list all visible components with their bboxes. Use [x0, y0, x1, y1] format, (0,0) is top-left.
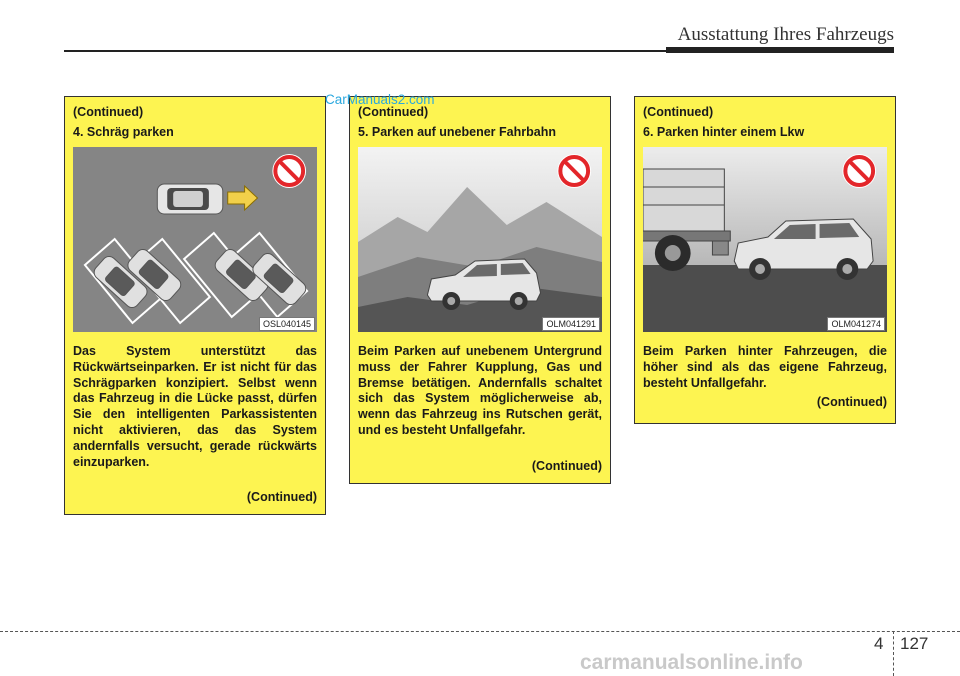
panel-heading: 6. Parken hinter einem Lkw — [643, 125, 805, 139]
panel-body: Beim Parken hinter Fahrzeugen, die höher sind als das eigene Fahrzeug, besteht Unfallgefahr. — [643, 344, 887, 390]
header-rule-accent — [666, 47, 894, 53]
panel-heading: 5. Parken auf unebener Fahrbahn — [358, 125, 556, 139]
continued-label: (Continued) — [73, 105, 144, 119]
chapter-number: 4 — [874, 634, 884, 653]
footer-watermark[interactable]: carmanualsonline.info — [580, 651, 803, 674]
illustration-behind-truck — [643, 147, 887, 332]
continued-end-label: (Continued) — [816, 395, 887, 409]
illustration-uneven-surface — [358, 147, 602, 332]
continued-label: (Continued) — [358, 105, 429, 119]
uneven-surface-figure — [358, 147, 602, 332]
moving-car — [157, 184, 222, 214]
panel-body: Beim Parken auf unebenem Untergrund muss der Fahrer Kupplung, Gas und Bremse betätigen. Andernfalls schaltet sich das System möglicherweise ab, wenn das Fahrzeug ins Rutschen gerät, und es besteht Unfallgefahr. — [358, 344, 602, 437]
panel-diagonal-parking — [64, 96, 326, 515]
continued-end-label: (Continued) — [246, 490, 317, 504]
image-code: OLM041291 — [542, 317, 600, 331]
diagonal-parking-figure — [73, 147, 317, 332]
behind-truck-figure — [643, 147, 887, 332]
no-entry-icon — [272, 154, 306, 188]
panel-body: Das System unterstützt das Rückwärtseinparken. Er ist nicht für das Schrägparken konzipiert. Selbst wenn das Fahrzeug in die Lücke passt, dürfen Sie den intelligenten Parkassistenten nicht aktivieren, das das System andernfalls versucht, gerade rückwärts einzuparken. — [73, 344, 317, 469]
header-title: Ausstattung Ihres Fahrzeugs — [677, 24, 894, 45]
page-number: 127 — [900, 634, 929, 653]
panel-uneven-surface — [349, 96, 611, 484]
continued-label: (Continued) — [643, 105, 714, 119]
image-code: OLM041274 — [827, 317, 885, 331]
no-entry-icon — [557, 154, 591, 188]
footer-divider — [893, 631, 894, 676]
continued-end-label: (Continued) — [531, 459, 602, 473]
no-entry-icon — [842, 154, 876, 188]
image-code: OSL040145 — [259, 317, 315, 331]
watermark-link[interactable]: CarManuals2.com — [325, 92, 435, 107]
panel-heading: 4. Schräg parken — [73, 125, 174, 139]
footer-rule — [0, 631, 960, 632]
panel-behind-truck — [634, 96, 896, 424]
illustration-diagonal-parking — [73, 147, 317, 332]
